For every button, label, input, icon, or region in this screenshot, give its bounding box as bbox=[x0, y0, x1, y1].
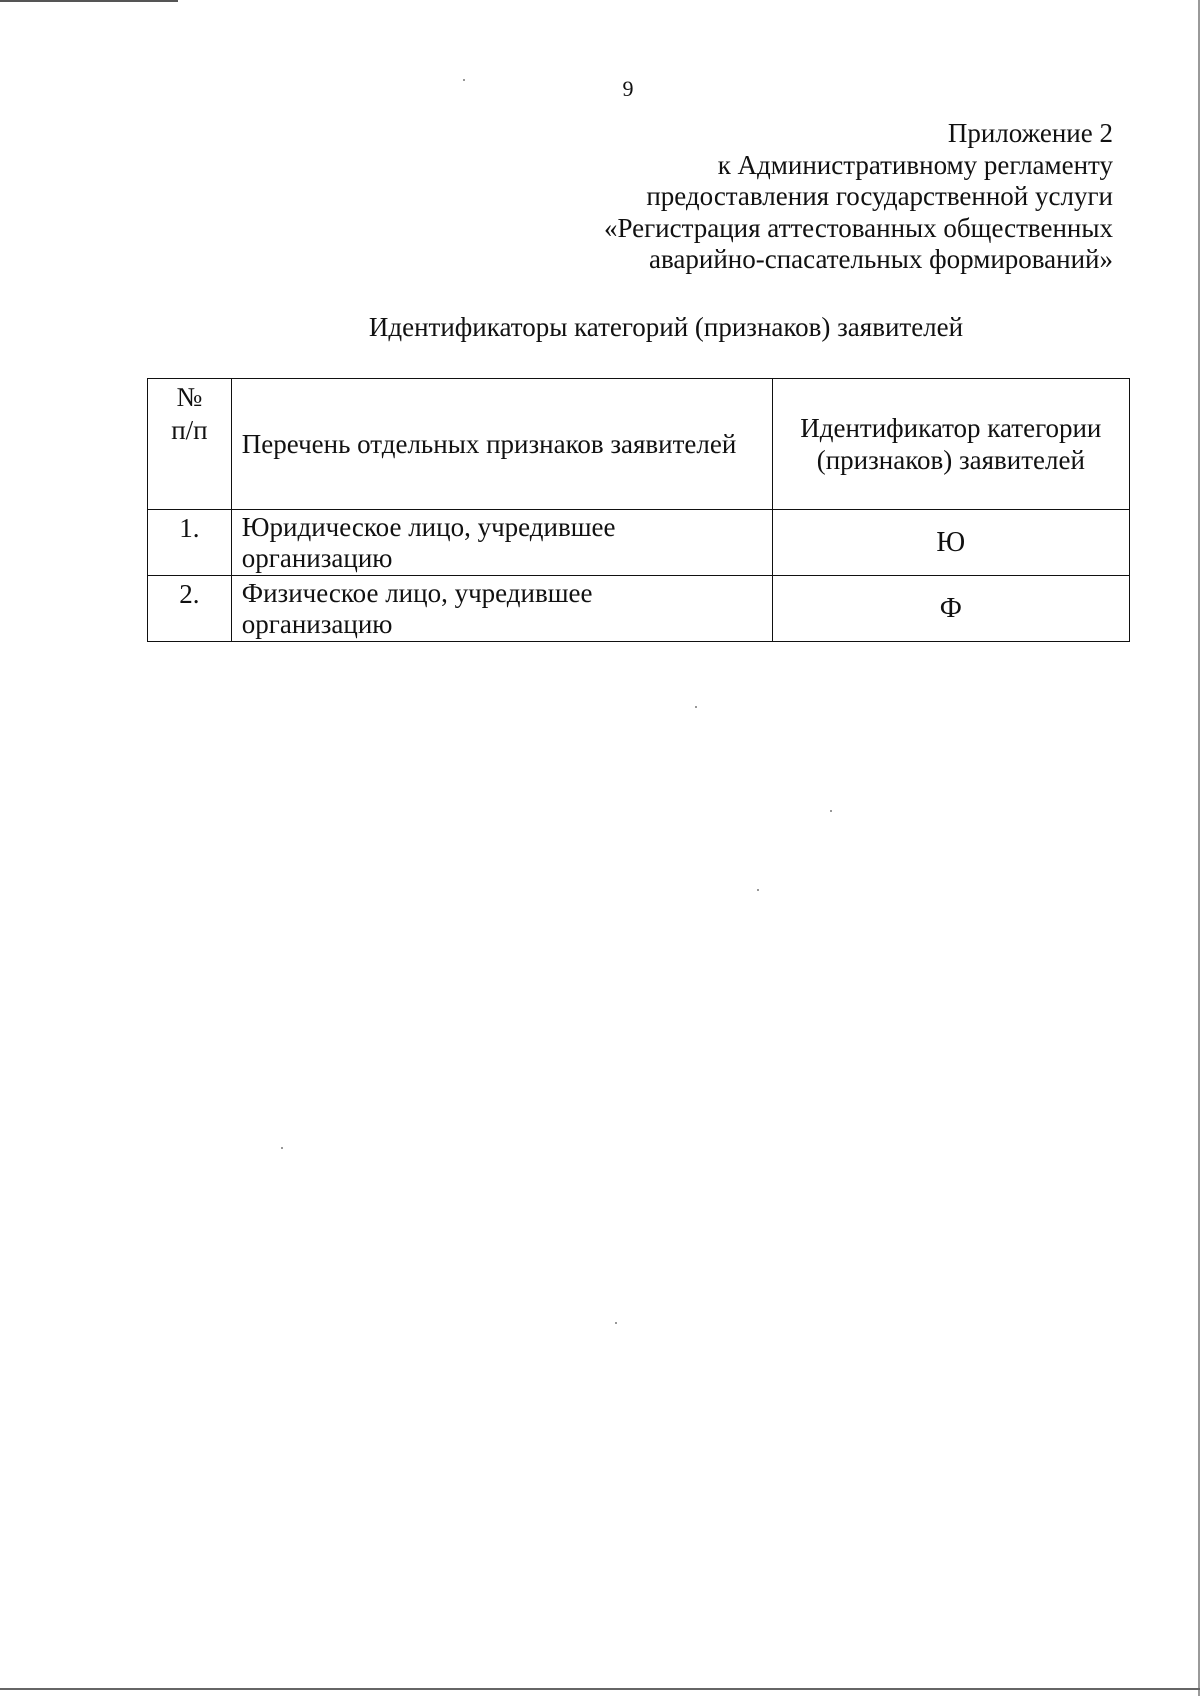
row-number: 2. bbox=[148, 576, 232, 642]
header-number-sub: п/п bbox=[171, 415, 208, 445]
row-description bbox=[231, 576, 772, 642]
row-description-line: Юридическое лицо, учредившее bbox=[241, 512, 616, 542]
scan-speck bbox=[615, 1322, 617, 1324]
table-row bbox=[148, 576, 1130, 642]
table-row bbox=[148, 510, 1130, 576]
appendix-line: предоставления государственной услуги bbox=[646, 181, 1113, 211]
table-title: Идентификаторы категорий (признаков) заявителей bbox=[368, 312, 964, 342]
scan-speck bbox=[281, 1147, 283, 1149]
header-identifier-line: (признаков) заявителей bbox=[816, 445, 1085, 475]
header-number-sign: № bbox=[176, 382, 203, 412]
row-number: 1. bbox=[148, 510, 232, 576]
appendix-line: Приложение 2 bbox=[947, 118, 1113, 148]
row-description-line: организацию bbox=[241, 543, 393, 573]
scan-speck bbox=[757, 889, 759, 891]
row-description-line: организацию bbox=[241, 609, 393, 639]
page-number: 9 bbox=[622, 76, 634, 101]
table-header-row bbox=[148, 379, 1130, 510]
appendix-line: «Регистрация аттестованных общественных bbox=[603, 212, 1113, 243]
scan-edge-top bbox=[0, 0, 178, 2]
row-description-line: Физическое лицо, учредившее bbox=[241, 578, 593, 608]
row-identifier: Ф bbox=[772, 576, 1129, 642]
appendix-line: к Административному регламенту bbox=[717, 149, 1113, 180]
appendix-header bbox=[604, 118, 1113, 276]
header-number-cell bbox=[148, 379, 232, 510]
scan-edge-bottom bbox=[0, 1688, 1200, 1690]
row-identifier: Ю bbox=[772, 510, 1129, 576]
identifiers-table bbox=[147, 378, 1130, 642]
header-identifier-line: Идентификатор категории bbox=[800, 413, 1102, 443]
header-description: Перечень отдельных признаков заявителей bbox=[241, 428, 737, 459]
appendix-line: аварийно-спасательных формирований» bbox=[649, 244, 1113, 274]
header-identifier-cell bbox=[772, 379, 1129, 510]
scan-speck bbox=[830, 810, 832, 812]
header-description-cell bbox=[231, 379, 772, 510]
scan-speck bbox=[463, 79, 465, 81]
scan-speck bbox=[695, 706, 697, 708]
row-description bbox=[231, 510, 772, 576]
